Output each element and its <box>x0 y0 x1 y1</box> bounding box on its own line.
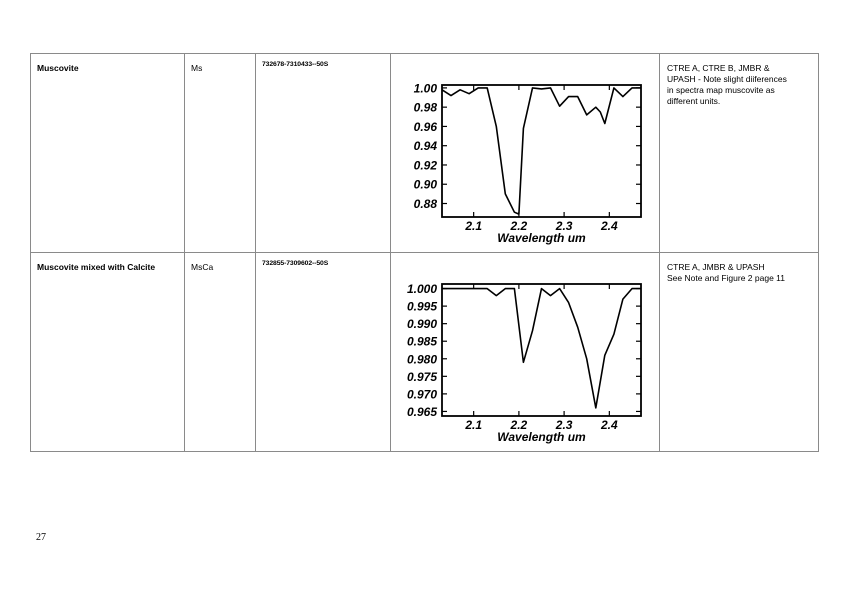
notes-text <box>660 54 818 107</box>
table-row <box>31 253 819 452</box>
table-row <box>31 54 819 253</box>
spectrum-cell <box>391 253 660 452</box>
spectrum-chart-muscovite <box>391 54 659 254</box>
note-line: different units. <box>667 96 721 106</box>
x-tick-label: 2.3 <box>555 219 573 233</box>
mineral-code: MsCa <box>191 262 214 272</box>
note-line: in spectra map muscovite as <box>667 85 775 95</box>
y-tick-label: 0.975 <box>406 369 437 384</box>
y-tick-label: 0.92 <box>413 158 437 173</box>
y-tick-label: 1.00 <box>413 81 437 96</box>
notes-text <box>660 253 818 284</box>
x-tick-label: 2.4 <box>600 219 618 233</box>
spectrum-line <box>442 289 641 408</box>
spectrum-cell <box>391 54 660 253</box>
x-tick-label: 2.1 <box>465 219 483 233</box>
plot-frame <box>442 284 641 416</box>
x-tick-label: 2.4 <box>600 418 618 432</box>
x-tick-label: 2.2 <box>510 219 528 233</box>
y-tick-label: 0.88 <box>413 197 437 212</box>
page-number: 27 <box>36 532 46 543</box>
plot-frame <box>442 85 641 217</box>
x-axis-label: Wavelength um <box>497 430 586 444</box>
note-line: CTRE A, CTRE B, JMBR & <box>667 63 770 73</box>
notes-cell <box>660 54 819 253</box>
mineral-code-cell <box>185 54 256 253</box>
y-tick-label: 0.96 <box>413 119 437 134</box>
mineral-name: Muscovite <box>37 63 79 73</box>
y-tick-label: 0.980 <box>406 352 437 367</box>
mineral-spectra-table <box>30 53 819 452</box>
y-tick-label: 0.995 <box>406 299 437 314</box>
note-line: CTRE A, JMBR & UPASH <box>667 262 765 272</box>
notes-cell <box>660 253 819 452</box>
y-tick-label: 0.90 <box>413 177 437 192</box>
x-tick-label: 2.1 <box>465 418 483 432</box>
y-tick-label: 1.000 <box>406 282 437 297</box>
sample-location: 732678-7310433--50S <box>262 61 329 68</box>
spectrum-chart-muscovite-calcite <box>391 253 659 453</box>
x-tick-label: 2.3 <box>555 418 573 432</box>
y-tick-label: 0.98 <box>413 100 437 115</box>
x-tick-label: 2.2 <box>510 418 528 432</box>
y-tick-label: 0.94 <box>413 139 437 154</box>
sample-location: 732855-7309602--50S <box>262 260 329 267</box>
spectrum-line <box>442 88 641 214</box>
note-line: UPASH - Note slight diiferences <box>667 74 787 84</box>
mineral-name-cell <box>31 54 185 253</box>
mineral-code: Ms <box>191 63 203 73</box>
mineral-name: Muscovite mixed with Calcite <box>37 262 156 272</box>
mineral-code-cell <box>185 253 256 452</box>
location-cell <box>256 54 391 253</box>
location-cell <box>256 253 391 452</box>
y-tick-label: 0.985 <box>406 334 437 349</box>
y-tick-label: 0.990 <box>406 317 437 332</box>
y-tick-label: 0.965 <box>406 404 437 419</box>
note-line: See Note and Figure 2 page 11 <box>667 273 785 283</box>
x-axis-label: Wavelength um <box>497 231 586 245</box>
mineral-name-cell <box>31 253 185 452</box>
y-tick-label: 0.970 <box>406 387 437 402</box>
